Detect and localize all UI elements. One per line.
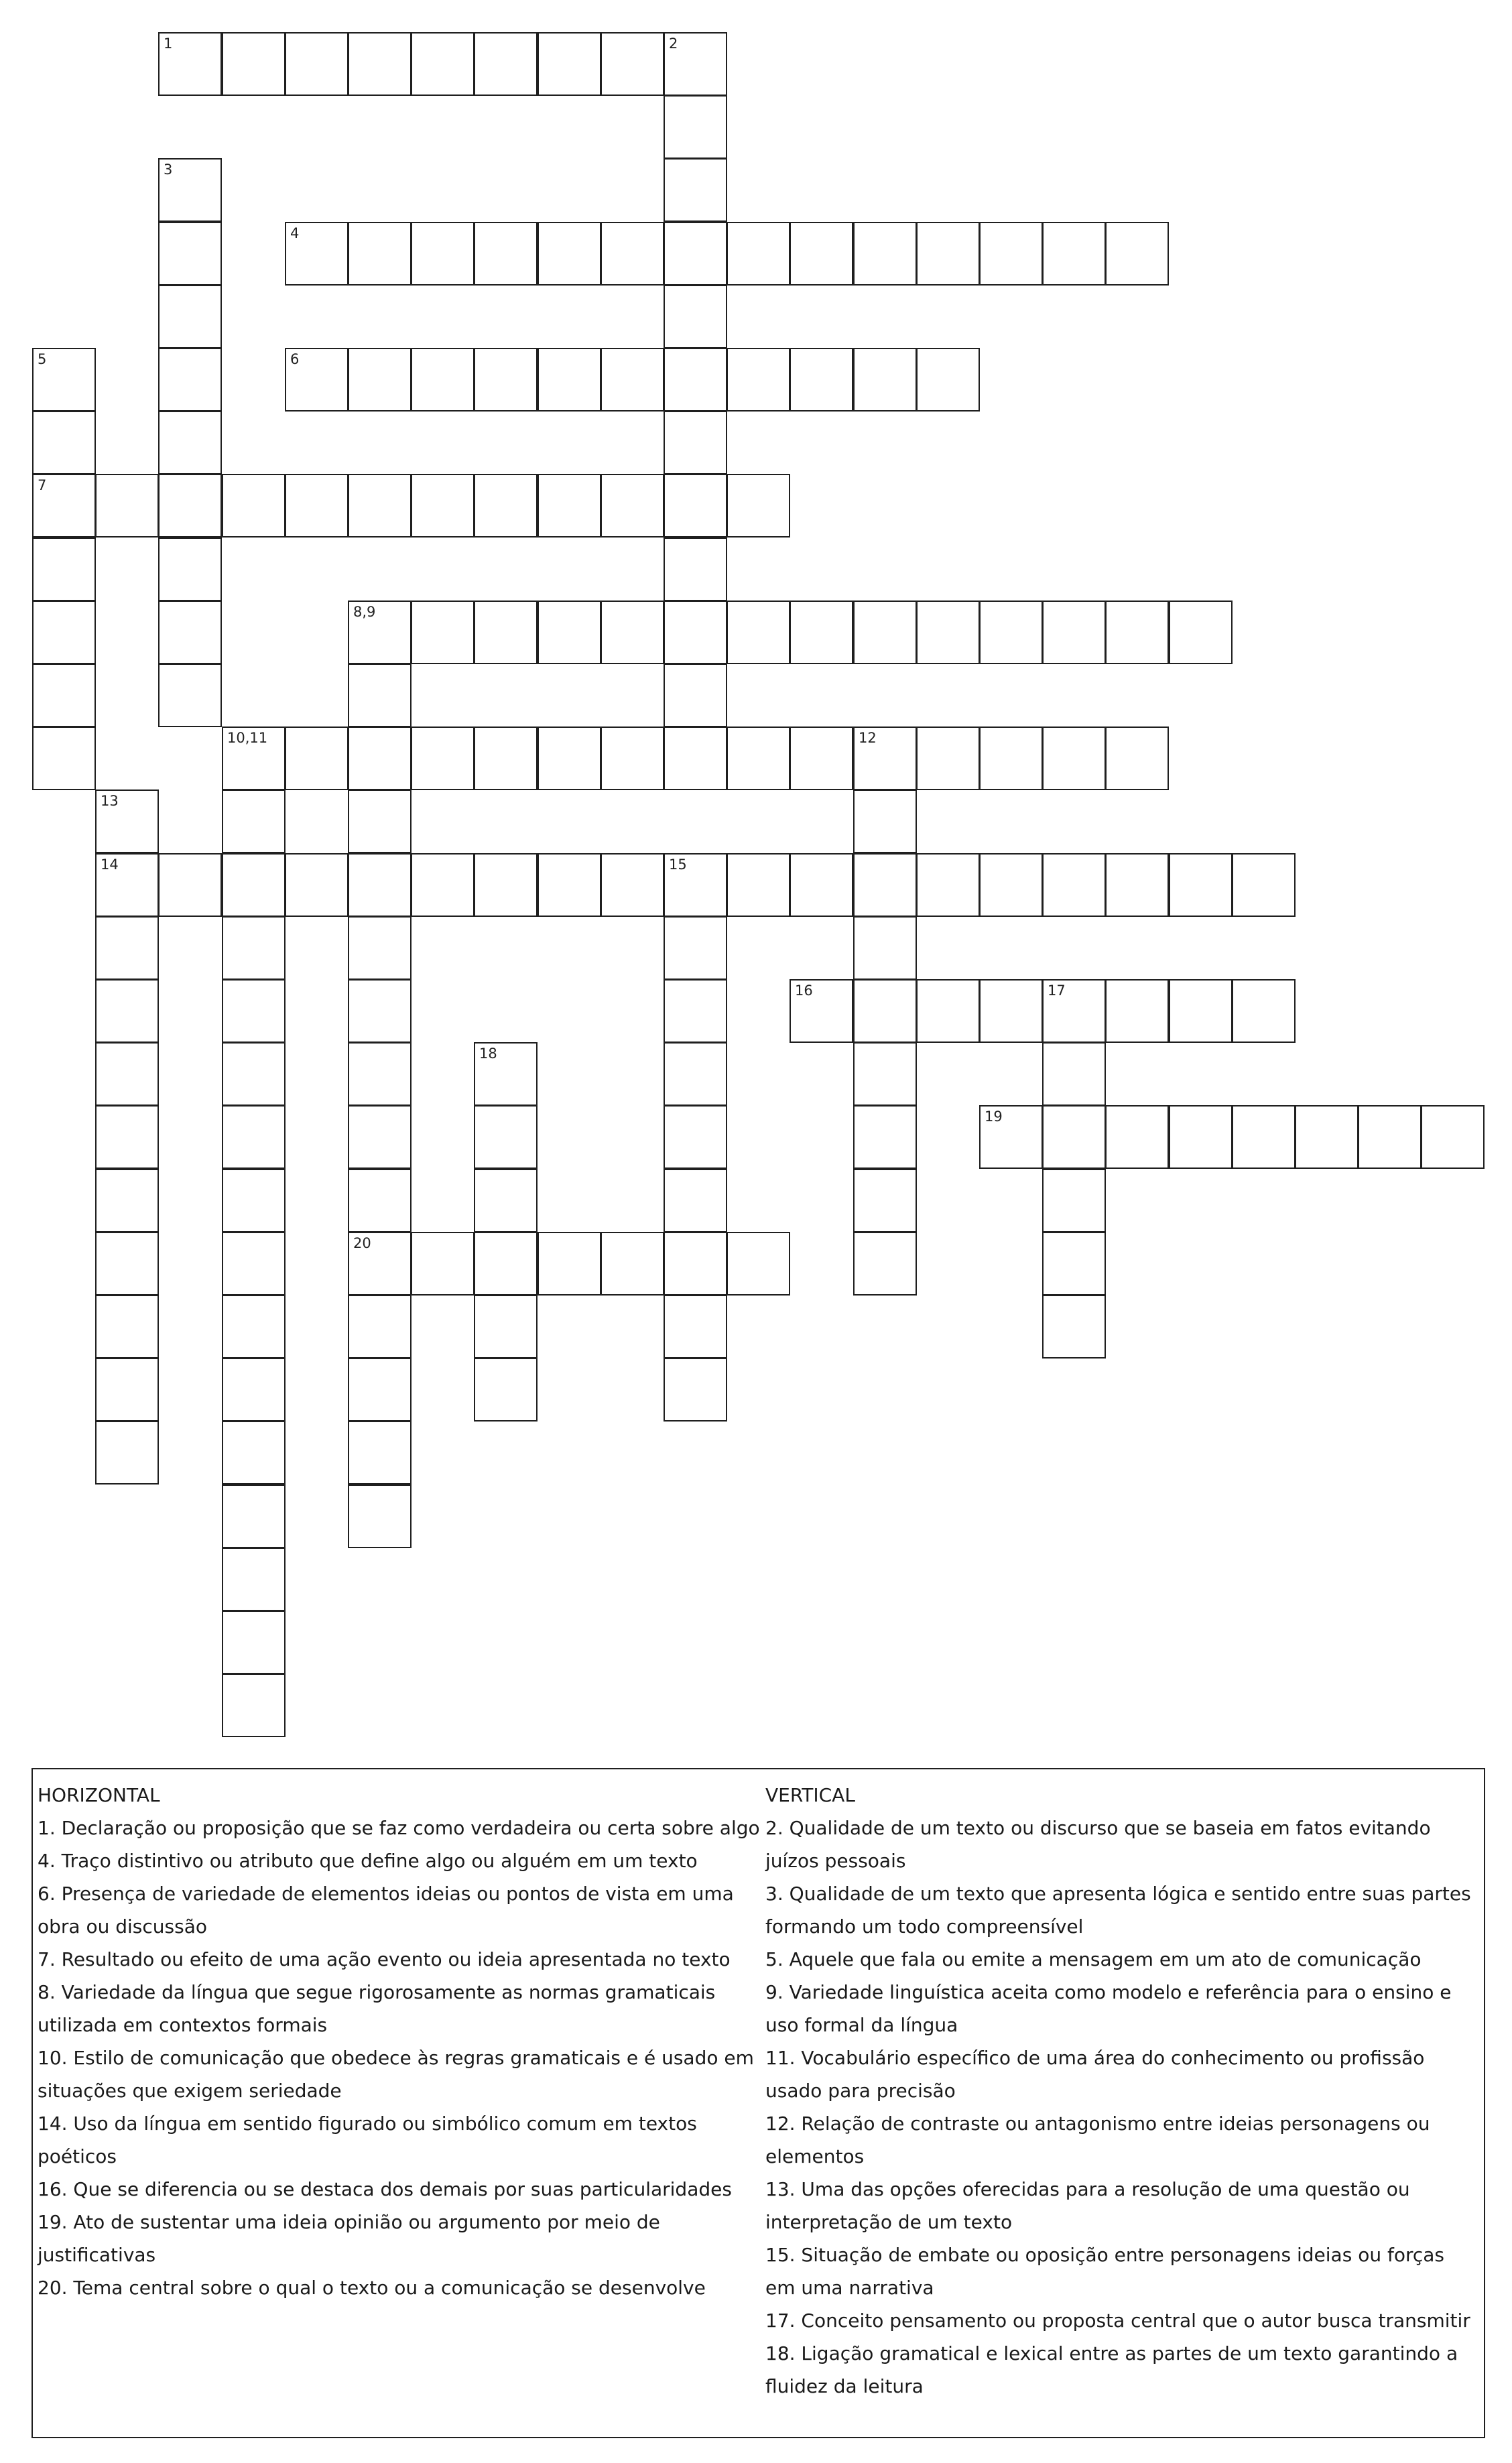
clue-number: 1 bbox=[164, 36, 173, 52]
grid-cell[interactable] bbox=[538, 1232, 601, 1296]
grid-cell[interactable] bbox=[664, 158, 727, 222]
grid-cell[interactable] bbox=[348, 664, 412, 727]
grid-cell[interactable] bbox=[411, 1232, 475, 1296]
grid-cell[interactable] bbox=[916, 853, 980, 917]
grid-cell[interactable] bbox=[222, 1105, 286, 1169]
grid-cell[interactable] bbox=[853, 916, 917, 980]
grid-cell[interactable] bbox=[916, 348, 980, 412]
grid-cell[interactable] bbox=[348, 1232, 412, 1296]
grid-cell[interactable] bbox=[348, 1421, 412, 1485]
clue-number: 7 bbox=[38, 477, 47, 493]
grid-cell[interactable] bbox=[1042, 222, 1106, 286]
grid-cell[interactable] bbox=[222, 1421, 286, 1485]
grid-cell[interactable] bbox=[95, 790, 159, 853]
grid-cell[interactable] bbox=[1105, 222, 1169, 286]
grid-cell[interactable] bbox=[411, 601, 475, 664]
grid-cell[interactable] bbox=[790, 853, 853, 917]
clue-number: 10,11 bbox=[227, 730, 268, 746]
clue-number: 6 bbox=[290, 351, 300, 367]
clue-number: 3 bbox=[164, 162, 173, 178]
grid-cell[interactable] bbox=[474, 727, 538, 790]
grid-cell[interactable] bbox=[1042, 1169, 1106, 1233]
grid-cell[interactable] bbox=[664, 979, 727, 1043]
clue-number: 8,9 bbox=[353, 604, 376, 620]
grid-cell[interactable] bbox=[664, 538, 727, 601]
grid-cell[interactable] bbox=[474, 474, 538, 538]
grid-cell[interactable] bbox=[95, 916, 159, 980]
grid-cell[interactable] bbox=[664, 285, 727, 349]
grid-cell[interactable] bbox=[538, 222, 601, 286]
clue-number: 12 bbox=[859, 730, 877, 746]
grid-cell[interactable] bbox=[32, 474, 96, 538]
grid-cell[interactable] bbox=[95, 474, 159, 538]
grid-cell[interactable] bbox=[222, 32, 286, 96]
clue-number: 13 bbox=[101, 793, 119, 809]
grid-cell[interactable] bbox=[664, 474, 727, 538]
clue-number: 16 bbox=[795, 983, 813, 999]
grid-cell[interactable] bbox=[474, 1169, 538, 1233]
clue-horizontal: 7. Resultado ou efeito de uma ação evento ou ideia apresentada no texto bbox=[38, 1948, 731, 1970]
grid-cell[interactable] bbox=[979, 853, 1043, 917]
grid-cell[interactable] bbox=[32, 664, 96, 727]
clue-vertical: 13. Uma das opções oferecidas para a resolução de uma questão ou interpretação de um texto bbox=[765, 2178, 1410, 2233]
grid-cell[interactable] bbox=[664, 727, 727, 790]
grid-cell[interactable] bbox=[1421, 1105, 1485, 1169]
grid-cell[interactable] bbox=[1105, 601, 1169, 664]
grid-cell[interactable] bbox=[158, 285, 222, 349]
clue-horizontal: 10. Estilo de comunicação que obedece às regras gramaticais e é usado em situações que exigem seriedade bbox=[38, 2047, 754, 2102]
grid-cell[interactable] bbox=[95, 853, 159, 917]
grid-cell[interactable] bbox=[348, 1169, 412, 1233]
clue-horizontal: 19. Ato de sustentar uma ideia opinião ou argumento por meio de justificativas bbox=[38, 2211, 660, 2266]
grid-cell[interactable] bbox=[32, 411, 96, 475]
grid-cell[interactable] bbox=[348, 474, 412, 538]
grid-cell[interactable] bbox=[1042, 979, 1106, 1043]
grid-cell[interactable] bbox=[727, 1232, 790, 1296]
grid-cell[interactable] bbox=[348, 348, 412, 412]
grid-cell[interactable] bbox=[348, 1358, 412, 1422]
grid-cell[interactable] bbox=[1295, 1105, 1359, 1169]
grid-cell[interactable] bbox=[222, 916, 286, 980]
grid-cell[interactable] bbox=[1042, 1295, 1106, 1359]
grid-cell[interactable] bbox=[1105, 1105, 1169, 1169]
grid-cell[interactable] bbox=[222, 727, 286, 790]
grid-cell[interactable] bbox=[601, 601, 664, 664]
grid-cell[interactable] bbox=[222, 790, 286, 853]
grid-cell[interactable] bbox=[853, 348, 917, 412]
grid-cell[interactable] bbox=[158, 32, 222, 96]
grid-cell[interactable] bbox=[601, 1232, 664, 1296]
clue-vertical: 15. Situação de embate ou oposição entre personagens ideias ou forças em uma narrativa bbox=[765, 2244, 1445, 2299]
grid-cell[interactable] bbox=[1232, 853, 1296, 917]
grid-cell[interactable] bbox=[348, 853, 412, 917]
grid-cell[interactable] bbox=[601, 727, 664, 790]
grid-cell[interactable] bbox=[158, 601, 222, 664]
clue-number: 15 bbox=[669, 857, 687, 873]
grid-cell[interactable] bbox=[1232, 979, 1296, 1043]
grid-cell[interactable] bbox=[474, 1042, 538, 1106]
grid-cell[interactable] bbox=[222, 1358, 286, 1422]
grid-cell[interactable] bbox=[411, 474, 475, 538]
grid-cell[interactable] bbox=[348, 727, 412, 790]
grid-cell[interactable] bbox=[222, 1169, 286, 1233]
grid-cell[interactable] bbox=[348, 916, 412, 980]
horizontal-clues bbox=[38, 1779, 775, 2304]
grid-cell[interactable] bbox=[538, 853, 601, 917]
clue-horizontal: 6. Presença de variedade de elementos ideias ou pontos de vista em uma obra ou discussão bbox=[38, 1883, 734, 1938]
grid-cell[interactable] bbox=[32, 727, 96, 790]
grid-cell[interactable] bbox=[1105, 979, 1169, 1043]
grid-cell[interactable] bbox=[158, 853, 222, 917]
clue-vertical: 11. Vocabulário específico de uma área do conhecimento ou profissão usado para precisão bbox=[765, 2047, 1425, 2102]
grid-cell[interactable] bbox=[853, 727, 917, 790]
grid-cell[interactable] bbox=[664, 1358, 727, 1422]
grid-cell[interactable] bbox=[1042, 1042, 1106, 1106]
grid-cell[interactable] bbox=[411, 222, 475, 286]
grid-cell[interactable] bbox=[474, 222, 538, 286]
grid-cell[interactable] bbox=[1042, 853, 1106, 917]
grid-cell[interactable] bbox=[853, 979, 917, 1043]
grid-cell[interactable] bbox=[601, 222, 664, 286]
grid-cell[interactable] bbox=[538, 727, 601, 790]
clue-vertical: 18. Ligação gramatical e lexical entre as partes de um texto garantindo a fluidez da leitura bbox=[765, 2342, 1458, 2397]
grid-cell[interactable] bbox=[664, 1232, 727, 1296]
grid-cell[interactable] bbox=[348, 1042, 412, 1106]
clues-box bbox=[32, 1768, 1485, 2438]
grid-cell[interactable] bbox=[95, 1421, 159, 1485]
grid-cell[interactable] bbox=[474, 601, 538, 664]
grid-cell[interactable] bbox=[664, 32, 727, 96]
grid-cell[interactable] bbox=[411, 727, 475, 790]
clue-horizontal: 4. Traço distintivo ou atributo que define algo ou alguém em um texto bbox=[38, 1850, 698, 1872]
clue-number: 2 bbox=[669, 36, 678, 52]
grid-cell[interactable] bbox=[664, 1042, 727, 1106]
grid-cell[interactable] bbox=[411, 853, 475, 917]
grid-cell[interactable] bbox=[601, 32, 664, 96]
grid-cell[interactable] bbox=[158, 411, 222, 475]
grid-cell[interactable] bbox=[664, 95, 727, 159]
grid-cell[interactable] bbox=[1105, 727, 1169, 790]
grid-cell[interactable] bbox=[538, 348, 601, 412]
grid-cell[interactable] bbox=[916, 222, 980, 286]
grid-cell[interactable] bbox=[348, 1485, 412, 1548]
grid-cell[interactable] bbox=[664, 853, 727, 917]
grid-cell[interactable] bbox=[222, 1042, 286, 1106]
grid-cell[interactable] bbox=[474, 1105, 538, 1169]
grid-cell[interactable] bbox=[32, 348, 96, 412]
grid-cell[interactable] bbox=[853, 222, 917, 286]
grid-cell[interactable] bbox=[411, 32, 475, 96]
clue-horizontal: 14. Uso da língua em sentido figurado ou simbólico comum em textos poéticos bbox=[38, 2112, 697, 2167]
grid-cell[interactable] bbox=[727, 348, 790, 412]
grid-cell[interactable] bbox=[916, 727, 980, 790]
grid-cell[interactable] bbox=[348, 1105, 412, 1169]
grid-cell[interactable] bbox=[158, 664, 222, 727]
grid-cell[interactable] bbox=[664, 411, 727, 475]
grid-cell[interactable] bbox=[790, 979, 853, 1043]
grid-cell[interactable] bbox=[979, 601, 1043, 664]
grid-cell[interactable] bbox=[222, 979, 286, 1043]
grid-cell[interactable] bbox=[474, 348, 538, 412]
clue-vertical: 5. Aquele que fala ou emite a mensagem em um ato de comunicação bbox=[765, 1948, 1422, 1970]
grid-cell[interactable] bbox=[1169, 853, 1233, 917]
grid-cell[interactable] bbox=[158, 222, 222, 286]
grid-cell[interactable] bbox=[32, 601, 96, 664]
grid-cell[interactable] bbox=[32, 538, 96, 601]
grid-cell[interactable] bbox=[538, 32, 601, 96]
grid-cell[interactable] bbox=[348, 790, 412, 853]
grid-cell[interactable] bbox=[664, 601, 727, 664]
grid-cell[interactable] bbox=[474, 32, 538, 96]
grid-cell[interactable] bbox=[790, 348, 853, 412]
grid-cell[interactable] bbox=[727, 601, 790, 664]
grid-cell[interactable] bbox=[95, 1358, 159, 1422]
grid-cell[interactable] bbox=[348, 601, 412, 664]
grid-cell[interactable] bbox=[1232, 1105, 1296, 1169]
grid-cell[interactable] bbox=[158, 158, 222, 222]
grid-cell[interactable] bbox=[222, 474, 286, 538]
grid-cell[interactable] bbox=[853, 790, 917, 853]
grid-cell[interactable] bbox=[664, 222, 727, 286]
grid-cell[interactable] bbox=[979, 222, 1043, 286]
grid-cell[interactable] bbox=[222, 1548, 286, 1611]
grid-cell[interactable] bbox=[348, 222, 412, 286]
grid-cell[interactable] bbox=[538, 474, 601, 538]
grid-cell[interactable] bbox=[1169, 601, 1233, 664]
grid-cell[interactable] bbox=[1358, 1105, 1422, 1169]
grid-cell[interactable] bbox=[664, 1105, 727, 1169]
grid-cell[interactable] bbox=[348, 979, 412, 1043]
grid-cell[interactable] bbox=[474, 1358, 538, 1422]
clue-number: 19 bbox=[985, 1109, 1003, 1125]
grid-cell[interactable] bbox=[158, 538, 222, 601]
clue-number: 4 bbox=[290, 225, 300, 241]
grid-cell[interactable] bbox=[916, 601, 980, 664]
grid-cell[interactable] bbox=[95, 1232, 159, 1296]
grid-cell[interactable] bbox=[95, 1042, 159, 1106]
grid-cell[interactable] bbox=[285, 348, 349, 412]
grid-cell[interactable] bbox=[285, 474, 349, 538]
grid-cell[interactable] bbox=[95, 979, 159, 1043]
grid-cell[interactable] bbox=[790, 727, 853, 790]
clue-horizontal: 20. Tema central sobre o qual o texto ou a comunicação se desenvolve bbox=[38, 2277, 706, 2299]
grid-cell[interactable] bbox=[474, 1295, 538, 1359]
grid-cell[interactable] bbox=[285, 853, 349, 917]
grid-cell[interactable] bbox=[348, 1295, 412, 1359]
grid-cell[interactable] bbox=[222, 1295, 286, 1359]
grid-cell[interactable] bbox=[853, 1232, 917, 1296]
grid-cell[interactable] bbox=[727, 222, 790, 286]
grid-cell[interactable] bbox=[95, 1295, 159, 1359]
grid-cell[interactable] bbox=[601, 853, 664, 917]
grid-cell[interactable] bbox=[853, 1042, 917, 1106]
grid-cell[interactable] bbox=[538, 601, 601, 664]
grid-cell[interactable] bbox=[853, 853, 917, 917]
clue-vertical: 17. Conceito pensamento ou proposta central que o autor busca transmitir bbox=[765, 2310, 1470, 2332]
clue-number: 18 bbox=[479, 1046, 497, 1062]
grid-cell[interactable] bbox=[474, 853, 538, 917]
grid-cell[interactable] bbox=[727, 853, 790, 917]
clue-number: 14 bbox=[101, 857, 119, 873]
grid-cell[interactable] bbox=[853, 1105, 917, 1169]
grid-cell[interactable] bbox=[664, 916, 727, 980]
clue-horizontal: 8. Variedade da língua que segue rigorosamente as normas gramaticais utilizada em contextos formais bbox=[38, 1981, 716, 2036]
grid-cell[interactable] bbox=[285, 222, 349, 286]
grid-cell[interactable] bbox=[979, 979, 1043, 1043]
grid-cell[interactable] bbox=[601, 474, 664, 538]
clue-number: 5 bbox=[38, 351, 47, 367]
grid-cell[interactable] bbox=[1169, 1105, 1233, 1169]
grid-cell[interactable] bbox=[285, 32, 349, 96]
grid-cell[interactable] bbox=[1042, 601, 1106, 664]
grid-cell[interactable] bbox=[222, 1673, 286, 1737]
grid-cell[interactable] bbox=[95, 1105, 159, 1169]
grid-cell[interactable] bbox=[222, 1232, 286, 1296]
vertical-clues bbox=[765, 1779, 1476, 2403]
grid-cell[interactable] bbox=[222, 1485, 286, 1548]
clue-number: 17 bbox=[1048, 983, 1066, 999]
grid-cell[interactable] bbox=[95, 1169, 159, 1233]
grid-cell[interactable] bbox=[285, 727, 349, 790]
grid-cell[interactable] bbox=[664, 1295, 727, 1359]
grid-cell[interactable] bbox=[1105, 853, 1169, 917]
grid-cell[interactable] bbox=[474, 1232, 538, 1296]
grid-cell[interactable] bbox=[222, 1611, 286, 1674]
grid-cell[interactable] bbox=[222, 853, 286, 917]
clue-number: 20 bbox=[353, 1235, 371, 1251]
grid-cell[interactable] bbox=[158, 348, 222, 412]
clue-horizontal: 16. Que se diferencia ou se destaca dos demais por suas particularidades bbox=[38, 2178, 732, 2200]
grid-cell[interactable] bbox=[1169, 979, 1233, 1043]
grid-cell[interactable] bbox=[790, 601, 853, 664]
grid-cell[interactable] bbox=[979, 727, 1043, 790]
grid-cell[interactable] bbox=[158, 474, 222, 538]
clue-vertical: 3. Qualidade de um texto que apresenta lógica e sentido entre suas partes formando um todo compreensível bbox=[765, 1883, 1471, 1938]
grid-cell[interactable] bbox=[1042, 727, 1106, 790]
grid-cell[interactable] bbox=[664, 1169, 727, 1233]
grid-cell[interactable] bbox=[664, 664, 727, 727]
clue-vertical: 12. Relação de contraste ou antagonismo entre ideias personagens ou elementos bbox=[765, 2112, 1430, 2167]
clue-vertical: 9. Variedade linguística aceita como modelo e referência para o ensino e uso formal da língua bbox=[765, 1981, 1452, 2036]
grid-cell[interactable] bbox=[853, 1169, 917, 1233]
clue-horizontal: 1. Declaração ou proposição que se faz como verdadeira ou certa sobre algo bbox=[38, 1817, 760, 1839]
grid-cell[interactable] bbox=[411, 348, 475, 412]
clue-vertical: 2. Qualidade de um texto ou discurso que se baseia em fatos evitando juízos pessoais bbox=[765, 1817, 1431, 1872]
grid-cell[interactable] bbox=[853, 601, 917, 664]
grid-cell[interactable] bbox=[1042, 1105, 1106, 1169]
grid-cell[interactable] bbox=[601, 348, 664, 412]
grid-cell[interactable] bbox=[790, 222, 853, 286]
grid-cell[interactable] bbox=[348, 32, 412, 96]
vertical-heading: VERTICAL bbox=[765, 1784, 855, 1806]
grid-cell[interactable] bbox=[727, 727, 790, 790]
grid-cell[interactable] bbox=[979, 1105, 1043, 1169]
grid-cell[interactable] bbox=[1042, 1232, 1106, 1296]
grid-cell[interactable] bbox=[664, 348, 727, 412]
horizontal-heading: HORIZONTAL bbox=[38, 1784, 160, 1806]
grid-cell[interactable] bbox=[727, 474, 790, 538]
grid-cell[interactable] bbox=[916, 979, 980, 1043]
